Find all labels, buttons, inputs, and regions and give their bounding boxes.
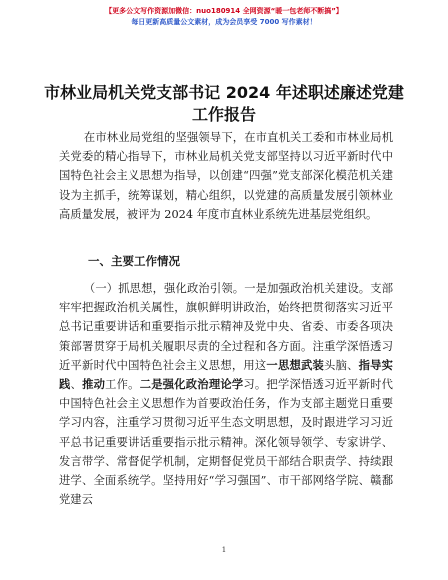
para-text: 、 <box>70 378 83 392</box>
paragraph-political-leadership <box>59 279 393 509</box>
para-text: （一）抓思想，强化政治引领。一是加强政治机关建设。支部牢牢把握政治机关属性，旗帜鲜明讲政治，始终把贯彻落实习近平总书记重要讲话和重要指示批示精神及党中央、省委、市委各项决策部署贯穿于局机关履职尽责的全过程和各方面。注重学深悟透习近平新时代中国特色社会主义思想，用这 <box>59 282 393 372</box>
bold-text: 推动 <box>82 377 106 392</box>
intro-paragraph: 在市林业局党组的坚强领导下，在市直机关工委和市林业局机关党委的精心指导下，市林业局机关党支部坚持以习近平新时代中国特色社会主义思想为指导，以创建“四强”党支部深化模范机关建设为主抓手，统筹谋划，精心组织，以党建的高质量发展引领林业高质量发展，被评为 2024 年度市直林业系统先进基层党组织。 <box>59 131 393 221</box>
para-text: 工作。 <box>105 378 140 392</box>
para-text: 头脑、 <box>324 358 359 372</box>
page-number: 1 <box>221 546 227 554</box>
bold-text: 二是强化政治理论学 <box>139 377 244 392</box>
document-title: 市林业局机关党支部书记 2024 年述职述廉述党建工作报告 <box>44 83 404 124</box>
para-text: 习。把学深悟透习近平新时代中国特色社会主义思想作为首要政治任务，作为支部主题党日重要学习内容，注重学习贯彻习近平生态文明思想，及时跟进学习习近平总书记重要讲话重要指示批示精神。深化领导领学、专家讲学、发言带学、常督促学机制，定期督促党员干部结合职责学、持续跟进学、全面系统学。坚持用好“学习强国”、市干部网络学院、赣鄱党建云 <box>59 378 393 507</box>
banner-line-1: 【更多公文写作资源加微信：nuo180914 全网资源“暖一包老师不断搞”】 <box>105 7 343 15</box>
banner-line-2: 每日更新高质量公文素材，成为会员享受 7000 写作素材！ <box>131 18 317 26</box>
promo-banner <box>0 6 448 28</box>
bold-text: 指导实践 <box>59 357 393 392</box>
bold-text: 一思想武装 <box>266 357 325 372</box>
section-heading-main-work: 一、主要工作情况 <box>88 254 180 268</box>
